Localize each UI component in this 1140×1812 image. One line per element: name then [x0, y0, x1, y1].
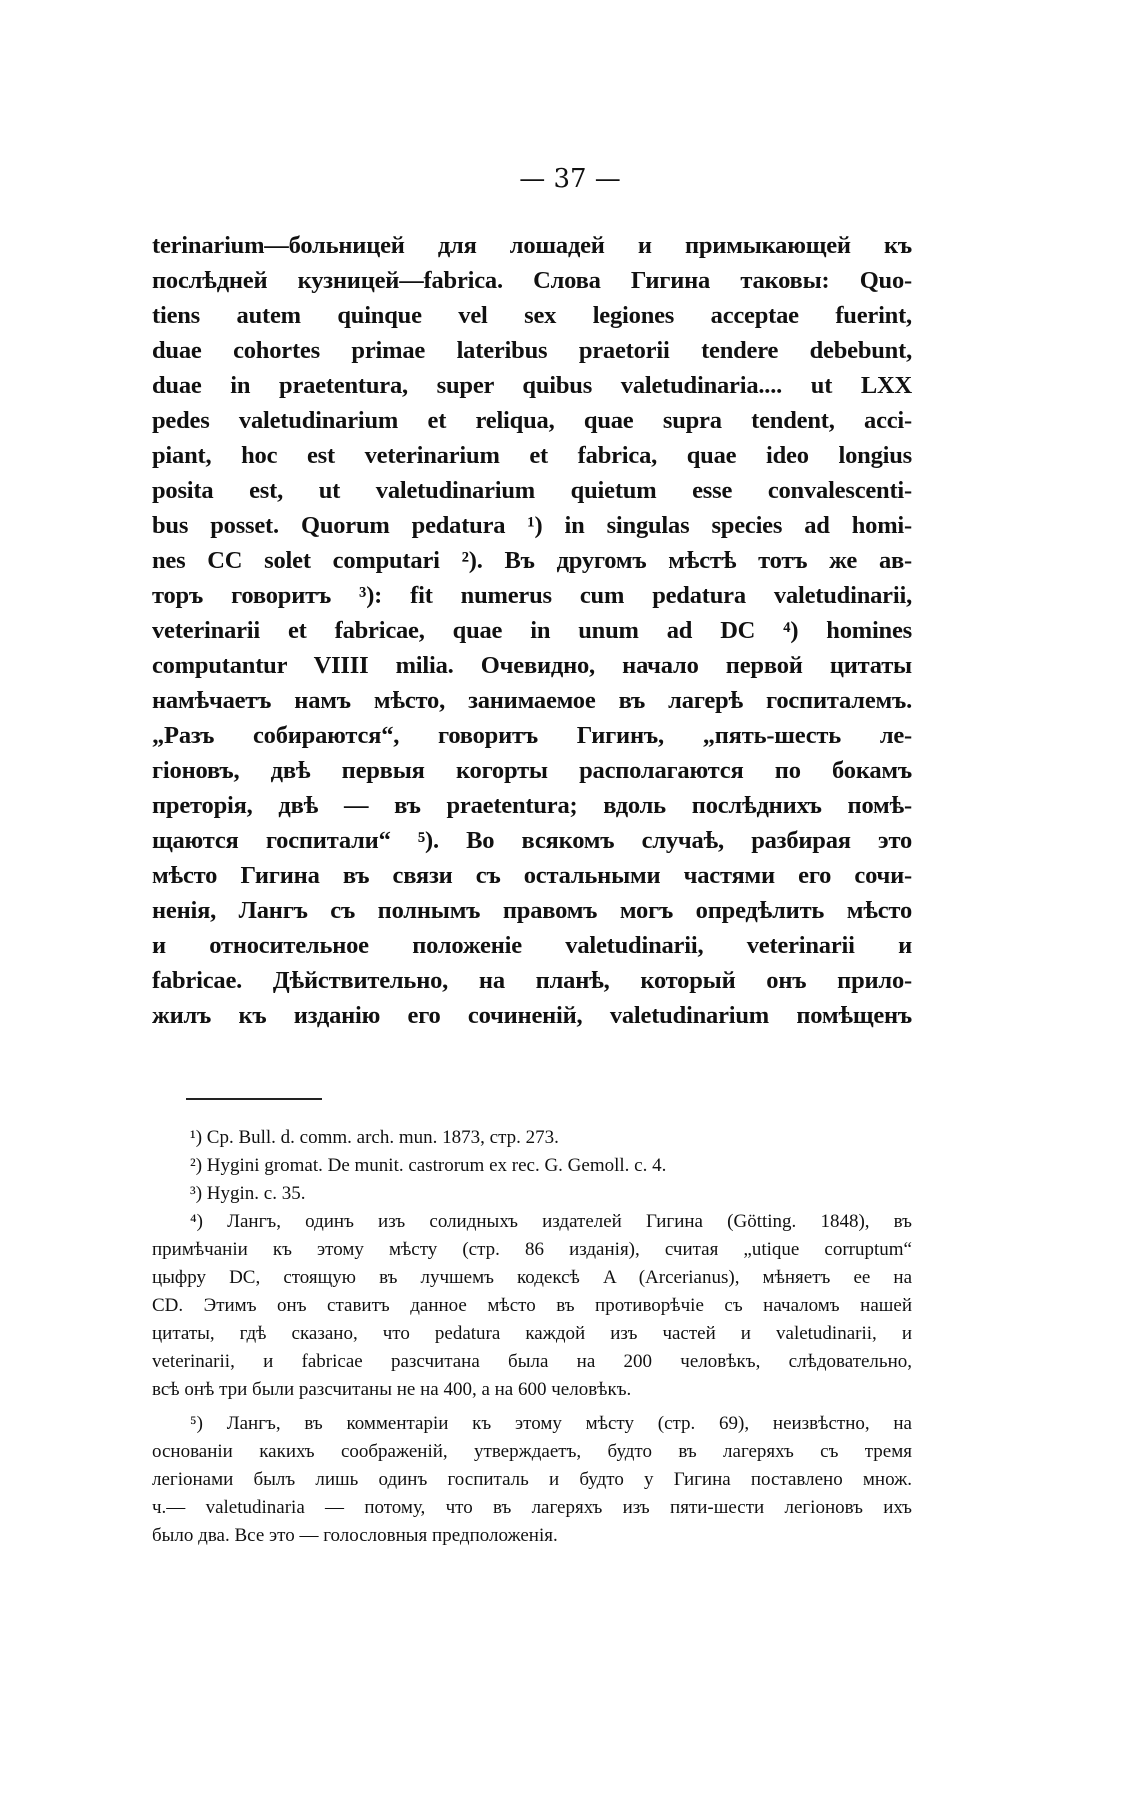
- body-line: „Разъ собираются“, говоритъ Гигинъ, „пять-шесть ле-: [152, 722, 912, 749]
- body-line: щаются госпитали“ ⁵). Во всякомъ случаѣ, разбирая это: [152, 827, 912, 854]
- body-line: duae in praetentura, super quibus valetudinaria.... ut LXX: [152, 372, 912, 399]
- body-line: nes CC solet computari ²). Въ другомъ мѣстѣ тотъ же ав-: [152, 547, 912, 574]
- footnote-line: ⁵) Лангъ, въ комментаріи къ этому мѣсту (стр. 69), неизвѣстно, на: [190, 1413, 912, 1434]
- footnote-line: veterinarii, и fabricae разсчитана была на 200 человѣкъ, слѣдовательно,: [152, 1351, 912, 1372]
- body-line: pedes valetudinarium et reliqua, quae supra tendent, acci-: [152, 407, 912, 434]
- footnote-4: [152, 1208, 912, 1404]
- body-line: послѣдней кузницей—fabrica. Слова Гигина таковы: Quo-: [152, 267, 912, 294]
- body-line: ненія, Лангъ съ полнымъ правомъ могъ опредѣлить мѣсто: [152, 897, 912, 924]
- body-line: преторія, двѣ — въ praetentura; вдоль послѣднихъ помѣ-: [152, 792, 912, 819]
- footnote-line: всѣ онѣ три были разсчитаны не на 400, а на 600 человѣкъ.: [152, 1379, 632, 1400]
- footnote-2: ²) Hygini gromat. De munit. castrorum ex rec. G. Gemoll. c. 4.: [190, 1155, 667, 1176]
- body-line: и относительное положеніе valetudinarii, veterinarii и: [152, 932, 912, 959]
- footnote-line: цитаты, гдѣ сказано, что pedatura каждой изъ частей и valetudinarii, и: [152, 1323, 912, 1344]
- footnote-1: ¹) Ср. Bull. d. comm. arch. mun. 1873, стр. 273.: [190, 1127, 559, 1148]
- body-line: veterinarii et fabricae, quae in unum ad DC ⁴) homines: [152, 617, 912, 644]
- footnote-line: легіонами былъ лишь одинъ госпиталь и будто у Гигина поставлено множ.: [152, 1469, 912, 1490]
- footnote-line: ⁴) Лангъ, одинъ изъ солидныхъ издателей Гигина (Götting. 1848), въ: [190, 1211, 912, 1232]
- footnote-3: ³) Hygin. c. 35.: [190, 1183, 306, 1204]
- body-line: terinarium—больницей для лошадей и примыкающей къ: [152, 232, 912, 259]
- body-line: piant, hoc est veterinarium et fabrica, quae ideo longius: [152, 442, 912, 469]
- body-line: жилъ къ изданію его сочиненій, valetudinarium помѣщенъ: [152, 1002, 912, 1029]
- body-line: tiens autem quinque vel sex legiones acceptae fuerint,: [152, 302, 912, 329]
- footnote-line: было два. Все это — голословныя предположенія.: [152, 1525, 558, 1546]
- footnote-line: цыфру DC, стоящую въ лучшемъ кодексѣ A (Arcerianus), мѣняетъ ее на: [152, 1267, 912, 1288]
- footnote-line: CD. Этимъ онъ ставитъ данное мѣсто въ противорѣчіе съ началомъ нашей: [152, 1295, 912, 1316]
- body-line: гіоновъ, двѣ первыя когорты располагаются по бокамъ: [152, 757, 912, 784]
- body-line: мѣсто Гигина въ связи съ остальными частями его сочи-: [152, 862, 912, 889]
- body-text: [152, 228, 912, 1033]
- footnote-line: основаніи какихъ соображеній, утверждаетъ, будто въ лагеряхъ съ тремя: [152, 1441, 912, 1462]
- body-line: computantur VIIII milia. Очевидно, начало первой цитаты: [152, 652, 912, 679]
- body-line: bus posset. Quorum pedatura ¹) in singulas species ad homi-: [152, 512, 912, 539]
- body-line: торъ говоритъ ³): fit numerus cum pedatura valetudinarii,: [152, 582, 912, 609]
- footnote-line: примѣчаніи къ этому мѣсту (стр. 86 изданія), считая „utique corruptum“: [152, 1239, 912, 1260]
- body-line: duae cohortes primae lateribus praetorii tendere debebunt,: [152, 337, 912, 364]
- footnote-5: [152, 1410, 912, 1550]
- footnote-line: ч.— valetudinaria — потому, что въ лагеряхъ изъ пяти-шести легіоновъ ихъ: [152, 1497, 912, 1518]
- footnotes: [152, 1124, 912, 1550]
- body-line: posita est, ut valetudinarium quietum esse convalescenti-: [152, 477, 912, 504]
- footnote-divider: [186, 1098, 322, 1100]
- body-line: намѣчаетъ намъ мѣсто, занимаемое въ лагерѣ госпиталемъ.: [152, 687, 912, 714]
- body-line: fabricae. Дѣйствительно, на планѣ, который онъ прило-: [152, 967, 912, 994]
- page-number: — 37 —: [519, 164, 621, 194]
